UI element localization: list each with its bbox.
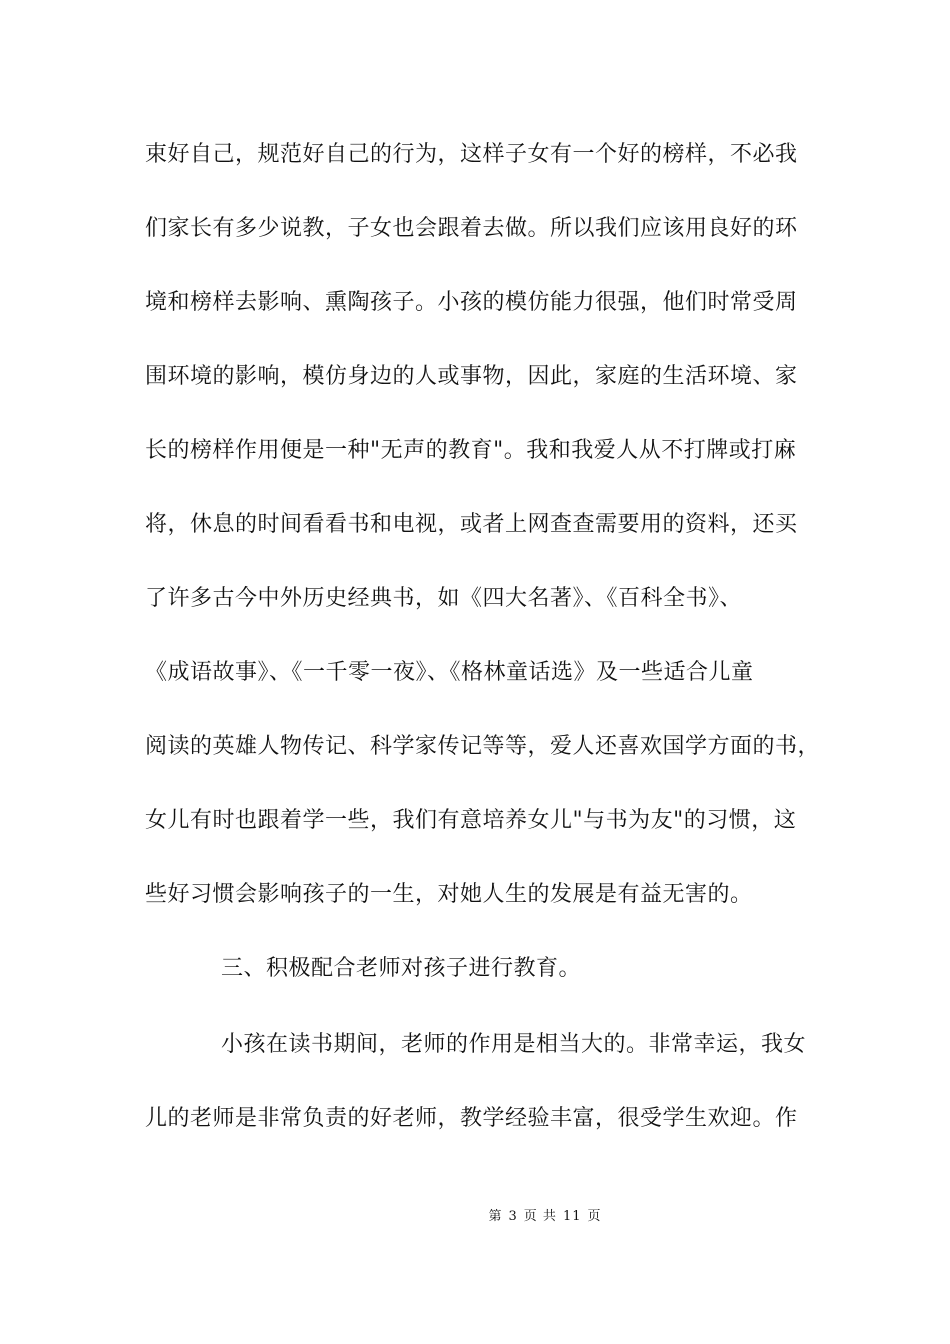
- body-text-line: 些好习惯会影响孩子的一生，对她人生的发展是有益无害的。: [145, 882, 753, 907]
- body-text-line: 们家长有多少说教，子女也会跟着去做。所以我们应该用良好的环: [145, 216, 798, 241]
- footer-suffix: 页: [587, 1209, 602, 1224]
- body-text-line: 《成语故事》、《一千零一夜》、《格林童话选》及一些适合儿童: [145, 660, 754, 685]
- body-text-line: 了许多古今中外历史经典书，如《四大名著》、《百科全书》、: [145, 586, 743, 611]
- body-text-line: 长的榜样作用便是一种"无声的教育"。我和我爱人从不打牌或打麻: [145, 438, 797, 463]
- body-text-line: 小孩在读书期间，老师的作用是相当大的。非常幸运，我女: [221, 1032, 807, 1057]
- body-text-line: 围环境的影响，模仿身边的人或事物，因此，家庭的生活环境、家: [145, 364, 798, 389]
- footer-mid: 页 共: [523, 1209, 557, 1224]
- footer-total-pages: 11: [562, 1209, 582, 1224]
- body-text-line: 境和榜样去影响、熏陶孩子。小孩的模仿能力很强，他们时常受周: [145, 290, 798, 315]
- body-text-line: 束好自己，规范好自己的行为，这样子女有一个好的榜样，不必我: [145, 142, 798, 167]
- page-footer: [0, 1208, 950, 1226]
- body-text-line: 女儿有时也跟着学一些，我们有意培养女儿"与书为友"的习惯，这: [145, 808, 797, 833]
- footer-current-page: 3: [508, 1209, 518, 1224]
- section-heading: 三、积极配合老师对孩子进行教育。: [221, 956, 582, 981]
- body-text-line: 将，休息的时间看看书和电视，或者上网查查需要用的资料，还买: [145, 512, 798, 537]
- footer-prefix: 第: [488, 1209, 503, 1224]
- body-text-line: 儿的老师是非常负责的好老师，教学经验丰富，很受学生欢迎。作: [145, 1106, 798, 1131]
- body-text-line: 阅读的英雄人物传记、科学家传记等等，爱人还喜欢国学方面的书，: [145, 734, 821, 759]
